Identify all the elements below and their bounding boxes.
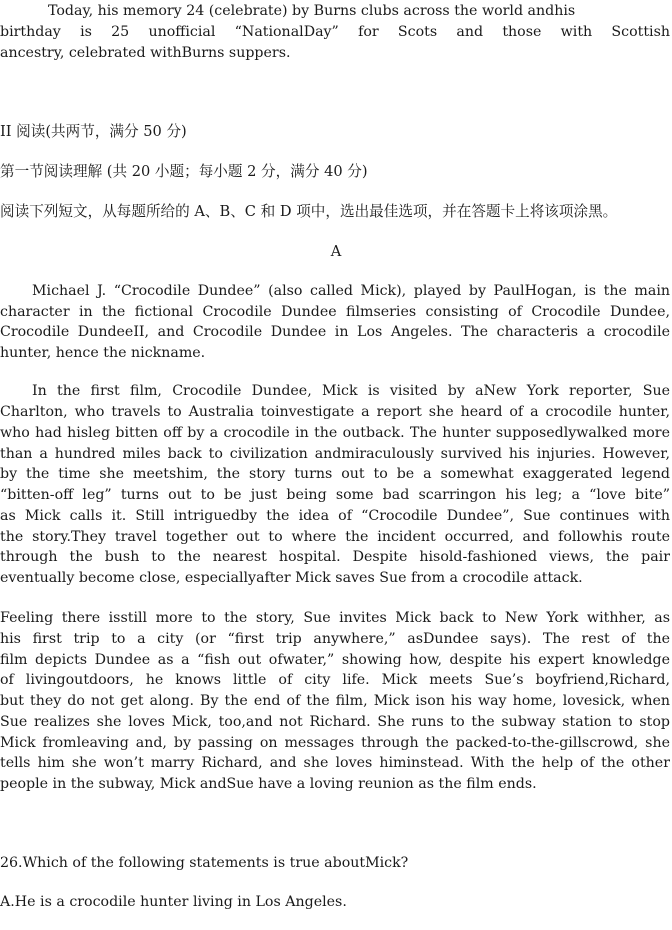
question-26-option-a: A.He is a crocodile hunter living in Los Angeles. xyxy=(0,894,347,910)
p2-line-9: through the bush to the nearest hospital. Despite hisold-fashioned views, the pair xyxy=(0,549,670,565)
p3-line-5: but they do not get along. By the end of the film, Mick ison his way home, lovesick, when xyxy=(0,693,670,709)
p1-line-2: character in the fictional Crocodile Dundee filmseries consisting of Crocodile Dundee, xyxy=(0,304,670,320)
section-subtitle: 第一节阅读理解 (共 20 小题；每小题 2 分，满分 40 分) xyxy=(0,163,368,180)
intro-line-1: Today, his memory 24 (celebrate) by Burns clubs across the world andhis xyxy=(48,3,576,19)
question-26-stem: 26.Which of the following statements is true aboutMick? xyxy=(0,855,409,871)
p3-line-8: tells him she won’t marry Richard, and she loves himinstead. With the help of the other xyxy=(0,755,670,771)
p3-line-2: his first trip to a city (or “first trip anywhere,” asDundee says). The rest of the xyxy=(0,631,670,647)
intro-line-3: ancestry, celebrated withBurns suppers. xyxy=(0,45,291,61)
p3-line-3: film depicts Dundee as a “fish out ofwater,” showing how, despite his expert knowledge xyxy=(0,652,670,668)
passage-label: A xyxy=(330,243,342,260)
p2-line-6: “bitten-off leg” turns out to be just being some bad scarringon his leg; a “love bite” xyxy=(0,487,670,503)
p3-line-1: Feeling there isstill more to the story, Sue invites Mick back to New York withher, as xyxy=(0,610,670,626)
p3-line-6: Sue realizes she loves Mick, too,and not Richard. She runs to the subway station to stop xyxy=(0,714,670,730)
p3-line-4: of livingoutdoors, he knows little of city life. Mick meets Sue’s boyfriend,Richard, xyxy=(0,672,670,688)
p2-line-10: eventually become close, especiallyafter Mick saves Sue from a crocodile attack. xyxy=(0,570,583,586)
p2-line-1: In the first film, Crocodile Dundee, Mick is visited by aNew York reporter, Sue xyxy=(32,383,670,399)
p2-line-4: than a hundred miles back to civilization andmiraculously survived his injuries. However, xyxy=(0,446,670,462)
p2-line-3: who had hisleg bitten off by a crocodile in the outback. The hunter supposedlywalked more xyxy=(0,425,670,441)
p1-line-4: hunter, hence the nickname. xyxy=(0,345,206,361)
p2-line-8: the story.They travel together out to where the incident occurred, and followhis route xyxy=(0,529,670,545)
p3-line-9: people in the subway, Mick andSue have a loving reunion as the film ends. xyxy=(0,776,537,792)
part-title: II 阅读(共两节，满分 50 分) xyxy=(0,123,187,140)
p1-line-1: Michael J. “Crocodile Dundee” (also called Mick), played by PaulHogan, is the main xyxy=(32,283,670,299)
p3-line-7: Mick fromleaving and, by passing on messages through the packed-to-the-gillscrowd, she xyxy=(0,735,670,751)
p2-line-2: Charlton, who travels to Australia toinvestigate a report she heard of a crocodile hunter, xyxy=(0,404,670,420)
p2-line-7: as Mick calls it. Still intriguedby the idea of “Crocodile Dundee”, Sue continues with xyxy=(0,508,670,524)
p2-line-5: by the time she meetshim, the story turns out to be a somewhat exaggerated legend xyxy=(0,466,670,482)
intro-line-2: birthday is 25 unofficial “NationalDay” for Scots and those with Scottish xyxy=(0,24,670,40)
p1-line-3: Crocodile DundeeII, and Crocodile Dundee in Los Angeles. The characteris a crocodile xyxy=(0,324,670,340)
instruction-text: 阅读下列短文，从每题所给的 A、B、C 和 D 项中，选出最佳选项，并在答题卡上将该项涂黑。 xyxy=(0,203,618,220)
